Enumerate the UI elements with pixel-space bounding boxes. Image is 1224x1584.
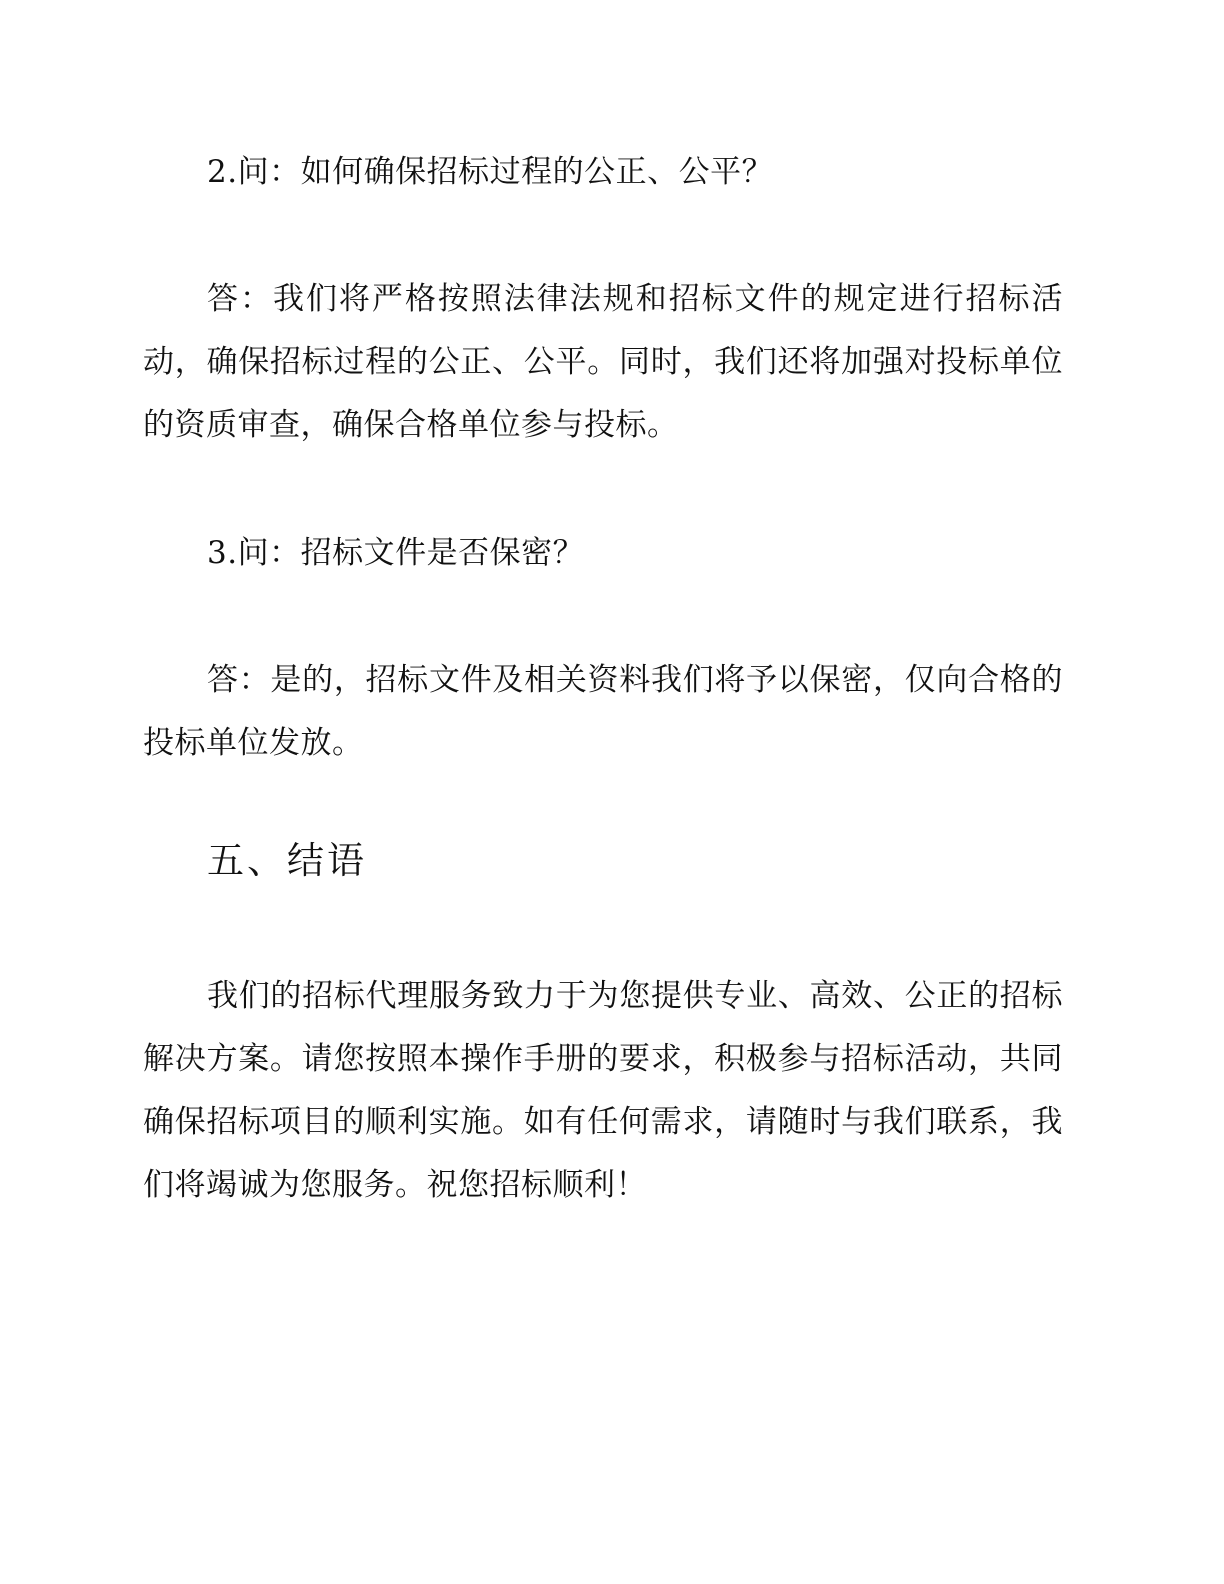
conclusion-paragraph: 我们的招标代理服务致力于为您提供专业、高效、公正的招标解决方案。请您按照本操作手册的要求，积极参与招标活动，共同确保招标项目的顺利实施。如有任何需求，请随时与我们联系，我们将竭诚为您服务。祝您招标顺利！ — [143, 978, 1063, 1203]
faq-answer-3: 答：是的，招标文件及相关资料我们将予以保密，仅向合格的投标单位发放。 — [143, 662, 1063, 761]
faq-answer-2: 答：我们将严格按照法律法规和招标文件的规定进行招标活动，确保招标过程的公正、公平。同时，我们还将加强对投标单位的资质审查，确保合格单位参与投标。 — [143, 281, 1063, 443]
section-heading-conclusion: 五、结语 — [207, 839, 367, 882]
faq-question-2: 2.问：如何确保招标过程的公正、公平？ — [207, 154, 774, 190]
faq-question-3: 3.问：招标文件是否保密？ — [207, 535, 585, 571]
